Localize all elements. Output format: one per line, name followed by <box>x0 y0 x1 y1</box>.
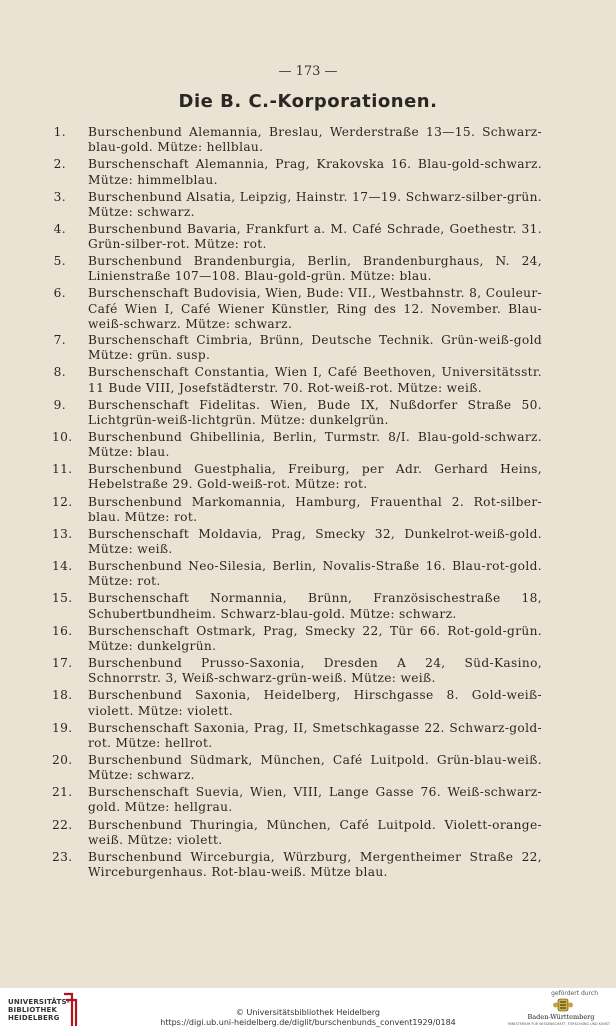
coat-of-arms-icon <box>552 997 574 1013</box>
entry-text: Burschenbund Alemannia, Breslau, Werderstraße 13—15. Schwarz-blau-gold. Mütze: hellblau. <box>88 125 542 155</box>
entry-number: 22. <box>52 817 73 832</box>
list-item <box>52 495 542 527</box>
list-item <box>52 753 542 785</box>
entry-text: Burschenbund Wirceburgia, Würzburg, Mergentheimer Straße 22, Wirceburgenhaus. Rot-blau-weiß. Mütze blau. <box>88 849 542 880</box>
entry-text: Burschenschaft Normannia, Brünn, Französischestraße 18, Schubertbundheim. Schwarz-blau-gold. Mütze: schwarz. <box>88 591 542 621</box>
corporation-list <box>52 125 542 882</box>
list-item <box>52 591 542 623</box>
entry-number: 17. <box>52 656 73 671</box>
entry-number: 2. <box>53 157 66 172</box>
entry-number: 4. <box>53 221 66 236</box>
list-item <box>52 254 542 286</box>
list-item <box>52 527 542 559</box>
entry-text: Burschenbund Saxonia, Heidelberg, Hirschgasse 8. Gold-weiß-violett. Mütze: violett. <box>88 688 542 718</box>
entry-number: 12. <box>52 494 73 509</box>
entry-number: 18. <box>52 688 73 703</box>
entry-number: 8. <box>53 365 66 380</box>
entry-number: 16. <box>52 623 73 638</box>
entry-number: 11. <box>52 462 73 477</box>
entry-number: 6. <box>53 286 66 301</box>
entry-text: Burschenbund Markomannia, Hamburg, Frauenthal 2. Rot-silber-blau. Mütze: rot. <box>88 494 542 524</box>
entry-text: Burschenschaft Moldavia, Prag, Smecky 32, Dunkelrot-weiß-gold. Mütze: weiß. <box>88 526 542 557</box>
entry-text: Burschenbund Ghibellinia, Berlin, Turmstr. 8/I. Blau-gold-schwarz. Mütze: blau. <box>88 429 542 460</box>
page-title: Die B. C.-Korporationen. <box>178 91 438 112</box>
list-item <box>52 222 542 254</box>
entry-number: 9. <box>53 397 66 412</box>
copyright-text: © Universitätsbibliothek Heidelberg <box>235 1008 380 1017</box>
entry-number: 5. <box>53 254 66 269</box>
list-item <box>52 624 542 656</box>
library-line-1: UNIVERSITÄTS- <box>8 998 70 1006</box>
list-item <box>52 157 542 189</box>
list-item <box>52 190 542 222</box>
entry-number: 3. <box>53 189 66 204</box>
entry-text: Burschenbund Thuringia, München, Café Luitpold. Violett-orange-weiß. Mütze: violett. <box>88 817 542 847</box>
entry-number: 23. <box>52 849 73 864</box>
list-item <box>52 688 542 720</box>
entry-text: Burschenschaft Ostmark, Prag, Smecky 22, Tür 66. Rot-gold-grün. Mütze: dunkelgrün. <box>88 623 542 653</box>
list-item <box>52 818 542 850</box>
entry-number: 1. <box>53 125 66 139</box>
entry-text: Burschenbund Neo-Silesia, Berlin, Novalis-Straße 16. Blau-rot-gold. Mütze: rot. <box>88 559 542 589</box>
entry-text: Burschenbund Brandenburgia, Berlin, Brandenburghaus, N. 24, Linienstraße 107—108. Blau-gold-grün. Mütze: blau. <box>88 254 542 284</box>
entry-text: Burschenbund Alsatia, Leipzig, Hainstr. 17—19. Schwarz-silber-grün. Mütze: schwarz. <box>88 189 542 219</box>
list-item <box>52 398 542 430</box>
entry-text: Burschenschaft Budovisia, Wien, Bude: VII., Westbahnstr. 8, Couleur-Café Wien I, Café Wiener Künstler, Ring des 12. November. Blau-weiß-schwarz. Mütze: schwarz. <box>88 286 542 331</box>
list-item <box>52 365 542 397</box>
list-item <box>52 721 542 753</box>
sponsor-name: Baden-Württemberg <box>527 1013 595 1021</box>
list-item <box>52 559 542 591</box>
entry-text: Burschenbund Guestphalia, Freiburg, per Adr. Gerhard Heins, Hebelstraße 29. Gold-weiß-rot. Mütze: rot. <box>88 462 542 492</box>
source-url[interactable]: https://digi.ub.uni-heidelberg.de/diglit/burschenbunds_convent1929/0184 <box>160 1018 456 1027</box>
entry-text: Burschenbund Bavaria, Frankfurt a. M. Café Schrade, Goethestr. 31. Grün-silber-rot. Mütze: rot. <box>88 221 542 252</box>
list-item <box>52 462 542 494</box>
entry-text: Burschenschaft Saxonia, Prag, II, Smetschkagasse 22. Schwarz-gold-rot. Mütze: hellrot. <box>88 720 542 750</box>
entry-number: 14. <box>52 559 73 574</box>
entry-number: 15. <box>52 591 73 606</box>
entry-number: 7. <box>53 333 66 348</box>
page-number: — 173 — <box>278 64 338 79</box>
library-line-3: HEIDELBERG <box>8 1014 60 1022</box>
entry-number: 10. <box>52 429 73 444</box>
entry-text: Burschenbund Prusso-Saxonia, Dresden A 24, Süd-Kasino, Schnorrstr. 3, Weiß-schwarz-grün-weiß. Mütze: weiß. <box>88 656 542 686</box>
library-line-2: BIBLIOTHEK <box>8 1006 58 1014</box>
list-item <box>52 286 542 333</box>
list-item <box>52 125 542 157</box>
sponsor-subtitle: MINISTERIUM FÜR WISSENSCHAFT, FORSCHUNG UND KUNST <box>508 1022 610 1026</box>
entry-number: 19. <box>52 720 73 735</box>
list-item <box>52 656 542 688</box>
entry-number: 20. <box>52 752 73 767</box>
entry-text: Burschenschaft Cimbria, Brünn, Deutsche Technik. Grün-weiß-gold Mütze: grün. susp. <box>88 333 542 363</box>
entry-number: 13. <box>52 526 73 541</box>
list-item <box>52 785 542 817</box>
list-item <box>52 430 542 462</box>
entry-text: Burschenschaft Suevia, Wien, VIII, Lange Gasse 76. Weiß-schwarz-gold. Mütze: hellgrau. <box>88 785 542 815</box>
list-item <box>52 850 542 882</box>
funded-by-label: gefördert durch <box>551 990 598 997</box>
entry-text: Burschenschaft Fidelitas. Wien, Bude IX, Nußdorfer Straße 50. Lichtgrün-weiß-lichtgrün. Mütze: dunkelgrün. <box>88 397 542 427</box>
entry-number: 21. <box>52 785 73 800</box>
entry-text: Burschenschaft Constantia, Wien I, Café Beethoven, Universitätsstr. 11 Bude VIII, Josefstädterstr. 70. Rot-weiß-rot. Mütze: weiß. <box>88 365 542 395</box>
list-item <box>52 333 542 365</box>
footer <box>0 988 616 1031</box>
entry-text: Burschenbund Südmark, München, Café Luitpold. Grün-blau-weiß. Mütze: schwarz. <box>88 752 542 783</box>
entry-text: Burschenschaft Alemannia, Prag, Krakovska 16. Blau-gold-schwarz. Mütze: himmelblau. <box>88 157 542 187</box>
